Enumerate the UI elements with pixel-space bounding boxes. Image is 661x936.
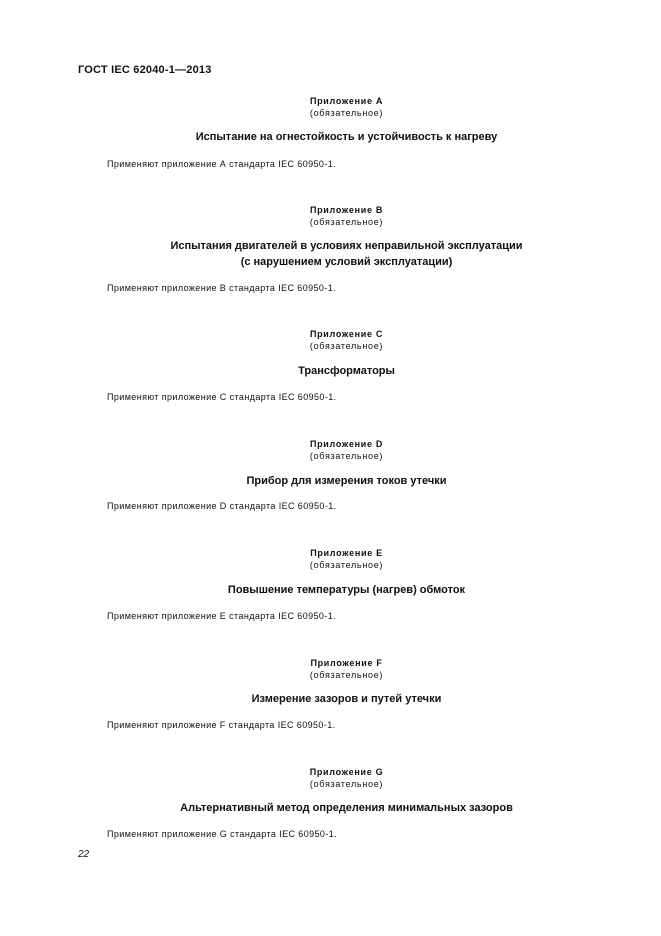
- annex-title: Альтернативный метод определения минимальных зазоров: [180, 802, 513, 814]
- annex-title: Трансформаторы: [298, 365, 395, 377]
- annex-status: (обязательное): [309, 560, 384, 570]
- annex-status: (обязательное): [309, 779, 384, 789]
- annex-label: Приложение С: [309, 329, 384, 339]
- annex-title: Испытания двигателей в условиях неправильной эксплуатации: [170, 240, 523, 252]
- annex-label: Приложение F: [310, 658, 383, 668]
- annex-text: Применяют приложение F стандарта IEC 60950-1.: [107, 720, 336, 730]
- standard-header: ГОСТ IEC 62040-1—2013: [78, 64, 212, 76]
- annex-text: Применяют приложение А стандарта IEC 60950-1.: [107, 159, 337, 169]
- annex-title-line-2: (с нарушением условий эксплуатации): [240, 256, 453, 268]
- annex-text: Применяют приложение С стандарта IEC 60950-1.: [107, 392, 337, 402]
- annex-title: Измерение зазоров и путей утечки: [251, 693, 442, 705]
- annex-status: (обязательное): [309, 451, 384, 461]
- annex-label: Приложение В: [309, 205, 384, 215]
- annex-text: Применяют приложение Е стандарта IEC 60950-1.: [107, 611, 337, 621]
- annex-label: Приложение D: [309, 439, 384, 449]
- annex-title: Прибор для измерения токов утечки: [246, 475, 447, 487]
- annex-status: (обязательное): [309, 108, 384, 118]
- annex-status: (обязательное): [309, 341, 384, 351]
- annex-text: Применяют приложение D стандарта IEC 60950-1.: [107, 501, 337, 511]
- annex-status: (обязательное): [309, 217, 384, 227]
- annex-label: Приложение Е: [310, 548, 383, 558]
- annex-title: Испытание на огнестойкость и устойчивость к нагреву: [195, 131, 498, 143]
- annex-title: Повышение температуры (нагрев) обмоток: [227, 584, 466, 596]
- annex-label: Приложение G: [309, 767, 384, 777]
- annex-label: Приложение А: [309, 96, 384, 106]
- page-number: 22: [78, 849, 90, 860]
- annex-status: (обязательное): [309, 670, 384, 680]
- annex-text: Применяют приложение G стандарта IEC 60950-1.: [107, 829, 338, 839]
- annex-text: Применяют приложение В стандарта IEC 60950-1.: [107, 283, 337, 293]
